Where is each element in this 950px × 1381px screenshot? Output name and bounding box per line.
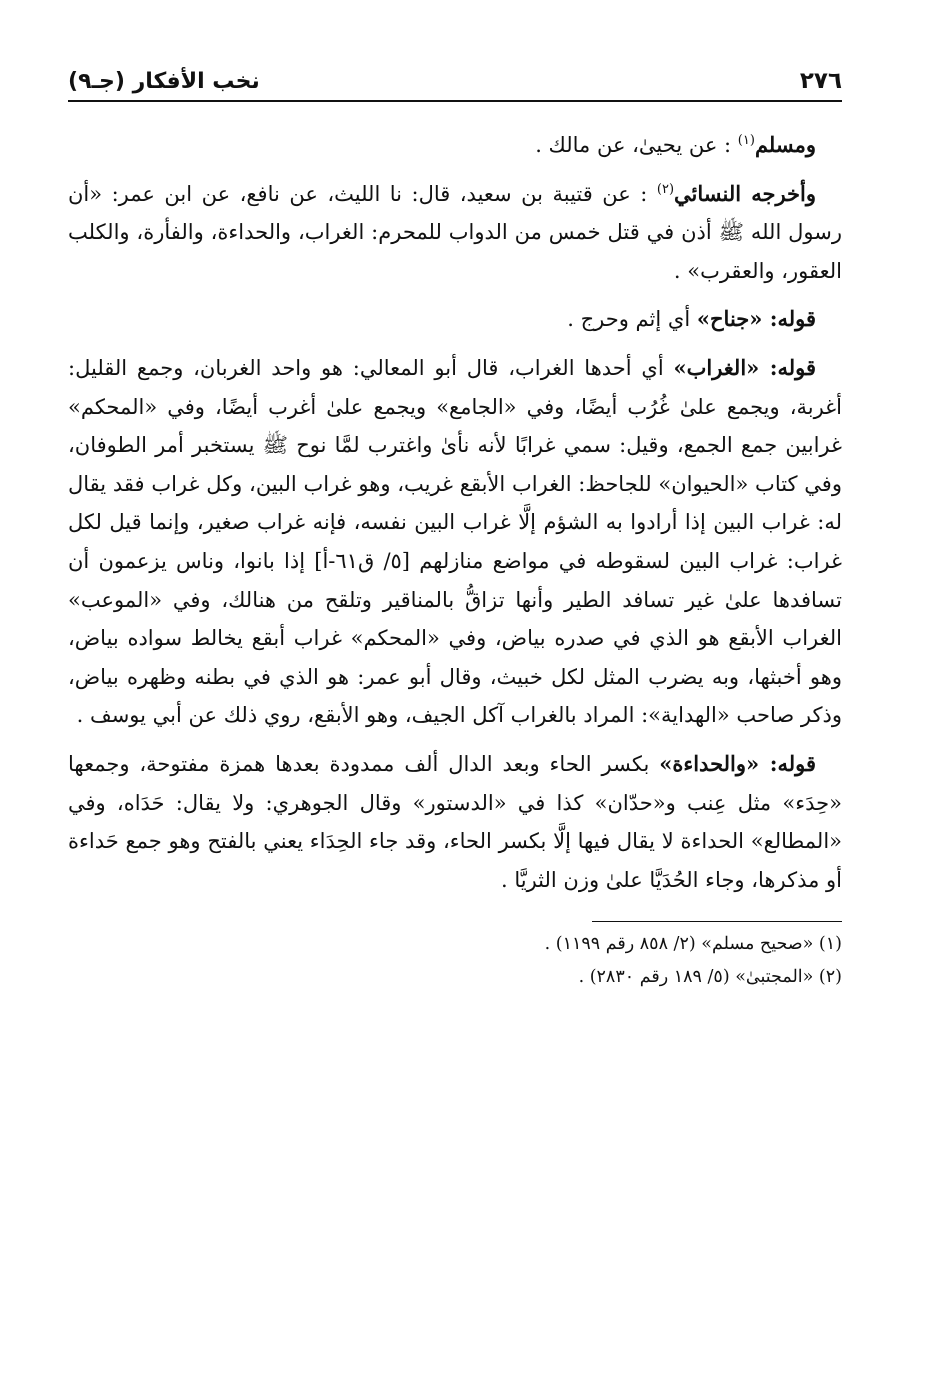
page-number: ٢٧٦ (799, 68, 842, 94)
paragraph-hidaa (68, 745, 842, 899)
paragraph-janah (68, 300, 842, 339)
paragraph-text: أي أحدها الغراب، قال أبو المعالي: هو واحد الغربان، وجمع القليل: أغربة، ويجمع علىٰ غُرُب أيضًا، وفي «الجامع» ويجمع علىٰ أغرب أيضًا، وفي «المحكم» غرابين جمع الجمع، وقيل: سمي غرابًا لأنه نأىٰ واغترب لمَّا نوح ﷺ يستخبر أمر الطوفان، وفي كتاب «الحيوان» للجاحظ: الغراب الأبقع غريب، وهو غراب البين، وكل غراب فقد يقال له: غراب البين إذا أرادوا به الشؤم إلَّا غراب البين نفسه، فإنه غراب صغير، وإنما قيل لكل غراب: غراب البين لسقوطه في مواضع منازلهم [٥/ ق٦١-أ] إذا بانوا، وناس يزعمون أن تسافدها علىٰ غير تسافد الطير وأنها تزاقُّ بالمناقير وتلقح من هنالك، وفي «الموعب» الغراب الأبقع هو الذي في صدره بياض، وفي «المحكم» غراب أبقع يخالط سواده بياض، وهو أخبثها، وبه يضرب المثل لكل خبيث، وقال أبو عمر: هو الذي في بطنه وظهره بياض، وذكر صاحب «الهداية»: المراد بالغراب آكل الجيف، وهو الأبقع، روي ذلك عن أبي يوسف . (68, 355, 842, 728)
book-page (68, 52, 842, 1332)
paragraph-nasai (68, 175, 842, 291)
paragraph-lead: قوله: «والحداءة» (659, 750, 816, 776)
paragraph-lead: قوله: «جناح» (696, 306, 816, 332)
paragraph-lead: وأخرجه النسائي (674, 180, 816, 206)
paragraph-lead: قوله: «الغراب» (673, 354, 816, 380)
running-header (68, 52, 842, 94)
paragraph-text: بكسر الحاء وبعد الدال ألف ممدودة بعدها همزة مفتوحة، وجمعها «حِدَء» مثل عِنب و«حدّان» كذا في «الدستور» وقال الجوهري: ولا يقال: حَدَاه، وفي «المطالع» الحداءة لا يقال فيها إلَّا بكسر الحاء، وقد جاء الحِدَاء يعني بالفتح وهو جمع حَداءة أو مذكرها، وجاء الحُدَيَّا علىٰ وزن الثريَّا . (68, 751, 842, 892)
paragraph-ghurab (68, 349, 842, 735)
footnote-rule (592, 921, 842, 922)
paragraph-text: : عن يحيىٰ، عن مالك . (535, 133, 732, 157)
paragraph-lead: ومسلم (754, 132, 816, 157)
footnote-ref: (١) (737, 133, 755, 148)
footnotes (68, 928, 842, 994)
main-text (68, 126, 842, 899)
header-rule (68, 100, 842, 102)
paragraph-muslim (68, 126, 842, 165)
paragraph-text: : عن قتيبة بن سعيد، قال: نا الليث، عن نافع، عن ابن عمر: «أن رسول الله ﷺ أذن في قتل خمس من الدواب للمحرم: الغراب، والحداءة، والفأرة، والكلب العقور، والعقرب» . (68, 181, 842, 283)
book-title: نخب الأفكار (جـ٩) (68, 69, 260, 94)
paragraph-text: أي إثم وحرج . (567, 307, 691, 332)
footnote-2: (٢) «المجتبىٰ» (٥/ ١٨٩ رقم ٢٨٣٠) . (578, 967, 842, 988)
footnote-1: (١) «صحيح مسلم» (٢/ ٨٥٨ رقم ١١٩٩) . (544, 934, 842, 955)
footnote-ref: (٢) (656, 181, 675, 197)
